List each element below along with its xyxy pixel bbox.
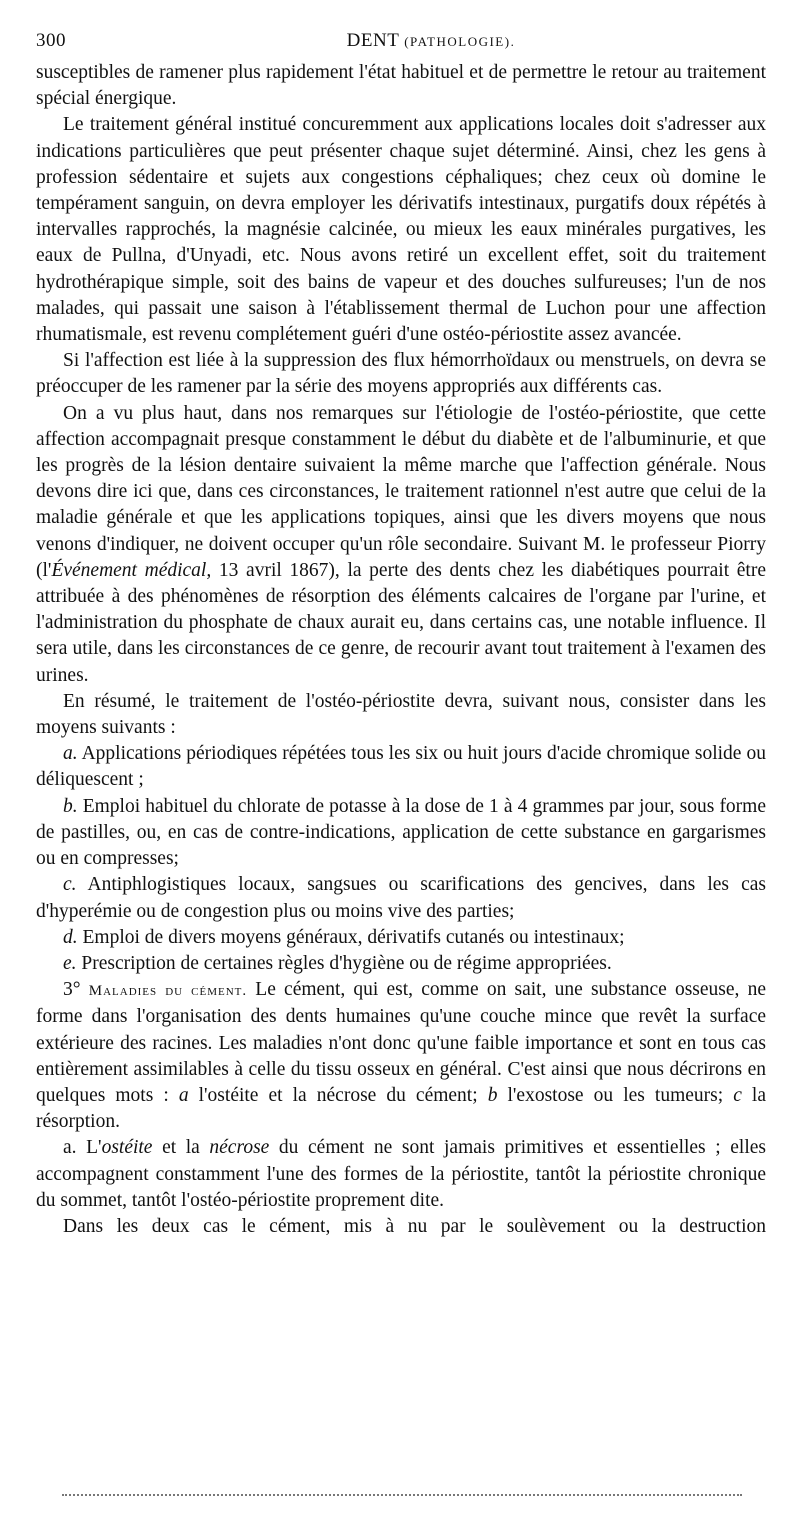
list-item-d-text: Emploi de divers moyens généraux, dérivatifs cutanés ou intestinaux; xyxy=(77,926,625,948)
subsection-label: a. L' xyxy=(63,1137,102,1159)
list-item-a-label: a. xyxy=(63,743,78,765)
term-necrose: nécrose xyxy=(209,1137,270,1159)
running-title-sub: (PATHOLOGIE). xyxy=(404,34,516,49)
section-text-4: la résorption. xyxy=(36,1084,767,1133)
paragraph-summary: En résumé, le traitement de l'ostéo-périostite devra, suivant nous, consister dans les moyens suivants : xyxy=(36,690,766,739)
list-item-b-text: Emploi habituel du chlorate de potasse à la dose de 1 à 4 grammes par jour, sous forme de pastilles, ou, en cas de contre-indications, application de cette substance en gargarismes ou en compresses; xyxy=(36,795,766,870)
section-text-1: Le cément, qui est, comme on sait, une substance osseuse, ne forme dans l'organisation des dents humaines qu'une couche mince que revêt la surface extérieure des racines. Les maladies n'ont donc qu'une faible importance et sont en tous cas entièrement assimilables à celle du tissu osseux en général. C'est ainsi que nous décrirons en quelques mots : xyxy=(36,979,767,1106)
list-item-e-text: Prescription de certaines règles d'hygiène ou de régime appropriées. xyxy=(76,952,612,974)
section-mark-c: c xyxy=(733,1084,742,1106)
running-title xyxy=(36,30,766,52)
running-head xyxy=(36,30,766,60)
subsection-rest: du cément ne sont jamais primitives et essentielles ; elles accompagnent constamment l'une des formes de la périostite, tantôt la périostite chronique du sommet, tantôt l'ostéo-périostite proprement dite. xyxy=(36,1137,766,1211)
list-item-a xyxy=(36,741,766,793)
paragraph-continuation: susceptibles de ramener plus rapidement l'état habituel et de permettre le retour au traitement spécial énergique. xyxy=(36,62,766,110)
list-item-c xyxy=(36,872,766,924)
list-item-e-label: e. xyxy=(63,952,77,974)
list-item-e xyxy=(36,951,766,977)
paragraph-hemorrhoidal-flux: Si l'affection est liée à la suppression des flux hémorrhoïdaux ou menstruels, on devra se préoccuper de les ramener par la série des moyens appropriés aux différents cas. xyxy=(36,350,766,398)
section-mark-b: b xyxy=(487,1084,498,1106)
paragraph-general-treatment: Le traitement général institué concuremment aux applications locales doit s'adresser aux indications particulières que peut présenter chaque sujet déterminé. Ainsi, chez les gens à profession sédentaire et sujets aux congestions céphaliques; chez ceux où domine le tempérament sanguin, on devra employer les dérivatifs intestinaux, purgatifs doux répétés à intervalles rapprochés, la magnésie calcinée, ou mieux les eaux minérales purgatives, les eaux de Pullna, d'Unyadi, etc. Nous avons retiré un excellent effet, soit du traitement hydrothérapique simple, soit des bains de vapeur et des douches sulfureuses; l'un de nos malades, qui passait une saison à l'établissement thermal de Luchon pour une affection rhumatismale, est revenu complétement guéri d'une ostéo-périostite assez avancée. xyxy=(36,114,766,346)
section-cement-diseases xyxy=(36,977,766,1135)
section-text-2: l'ostéite et la nécrose du cément; xyxy=(188,1084,488,1106)
subsection-mid: et la xyxy=(152,1137,210,1159)
section-mark-a: a xyxy=(178,1084,189,1106)
book-page xyxy=(36,30,766,1240)
bottom-dotted-rule xyxy=(62,1494,742,1496)
running-title-main: DENT xyxy=(346,30,399,51)
paragraph-final: Dans les deux cas le cément, mis à nu par le soulèvement ou la destruction xyxy=(63,1215,766,1237)
body-text xyxy=(36,60,766,1240)
paragraph-diabetes-part2: 13 avril 1867), la perte des dents chez les diabétiques pourrait être attribuée à des phénomènes de résorption des éléments calcaires de l'organe par l'urine, et l'administration du phosphate de chaux aurait eu, dans certains cas, une notable influence. Il sera utile, dans les circonstances de ce genre, de recourir avant tout traitement à l'examen des urines. xyxy=(36,559,767,686)
page-number: 300 xyxy=(36,30,66,51)
paragraph-diabetes-part1: On a vu plus haut, dans nos remarques sur l'étiologie de l'ostéo-périostite, que cette affection accompagnait presque constamment le début du diabète et de l'albuminurie, et que les progrès de la lésion dentaire suivaient la même marche que l'affection générale. Nous devons dire ici que, dans ces circonstances, le traitement rationnel n'est autre que celui de la maladie générale et que les applications topiques, ainsi que les divers moyens que nous venons d'indiquer, ne doivent occuper qu'un rôle secondaire. Suivant M. le professeur Piorry (l' xyxy=(36,402,766,581)
list-item-c-label: c. xyxy=(63,874,77,896)
list-item-b-label: b. xyxy=(63,795,78,817)
list-item-b xyxy=(36,794,766,873)
list-item-c-text: Antiphlogistiques locaux, sangsues ou scarifications des gencives, dans les cas d'hyperémie ou de congestion plus ou moins vive des parties; xyxy=(36,874,766,922)
section-text-3: l'exostose ou les tumeurs; xyxy=(497,1084,734,1106)
term-osteite: ostéite xyxy=(101,1137,153,1159)
section-number: 3° xyxy=(63,979,81,1001)
paragraph-diabetes xyxy=(36,401,766,689)
citation-evenement-medical: Événement médical, xyxy=(51,559,212,581)
list-item-a-text: Applications périodiques répétées tous les six ou huit jours d'acide chromique solide ou déliquescent ; xyxy=(36,743,766,791)
subsection-osteitis xyxy=(36,1135,766,1214)
list-item-d-label: d. xyxy=(63,926,78,948)
section-heading: Maladies du cément. xyxy=(88,983,248,1000)
list-item-d xyxy=(36,925,766,951)
